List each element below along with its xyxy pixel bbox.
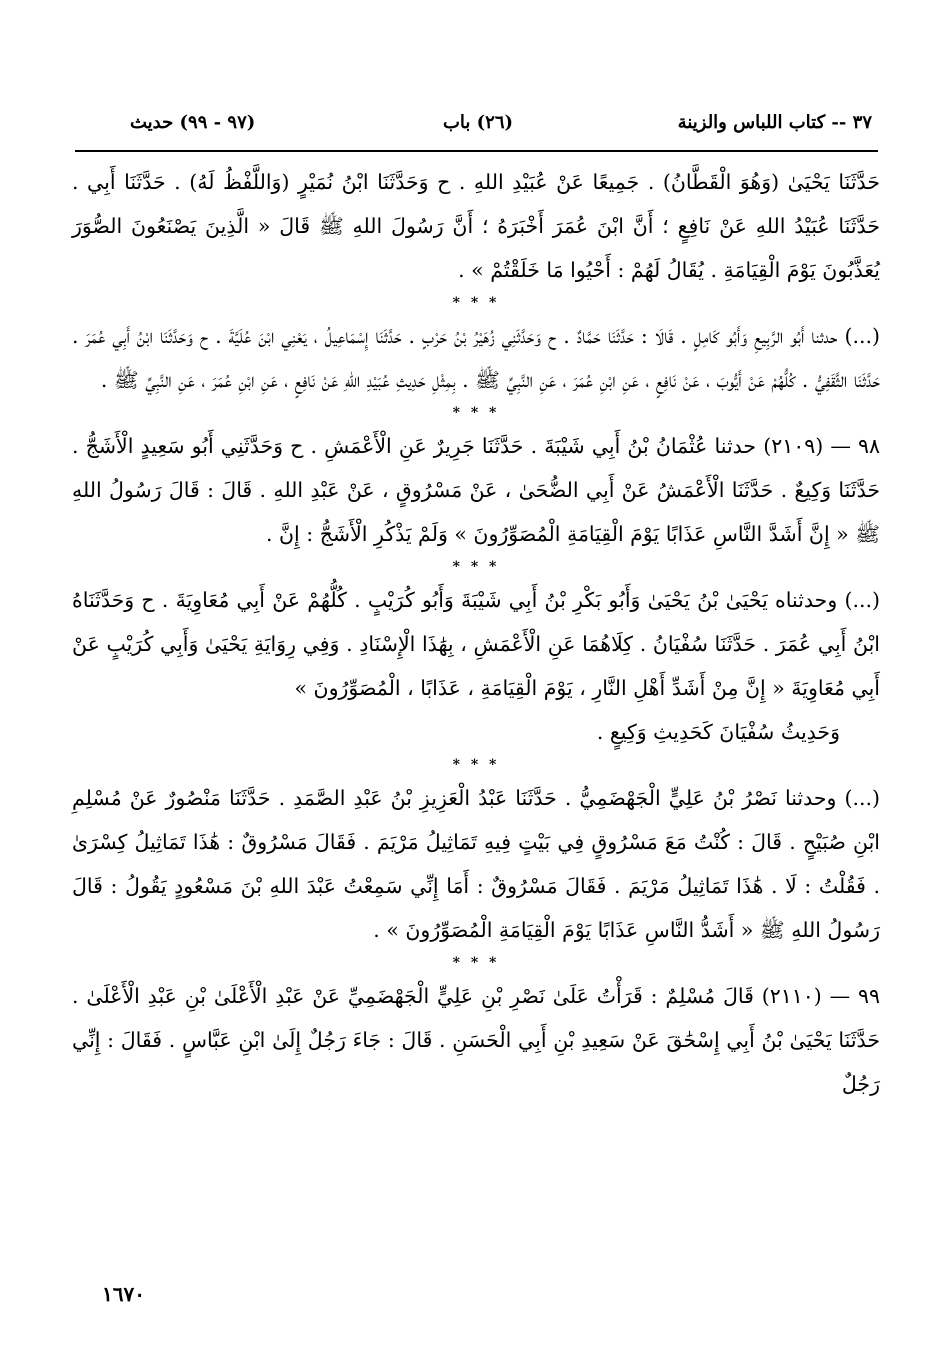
separator: * * * [452,757,500,773]
hadith-paragraph-end: وَحَدِيثُ سُفْيَانَ كَحَدِيثِ وَكِيعٍ . [596,720,840,744]
book-title: ٣٧ -- كتاب اللباس والزينة [677,112,872,133]
hadith-paragraph: ٩٩ — (٢١١٠) قَالَ مُسْلِمٌ : قَرَأْتُ عَلَىٰ نَصْرِ بْنِ عَلِيٍّ الْجَهْضَمِيِّ عَنْ عَبْدِ الْأَعْلَىٰ بْنِ عَبْدِ الْأَعْلَىٰ . حَدَّثَنَا يَحْيَىٰ بْنُ أَبِي إِسْحَٰقَ عَنْ سَعِيدِ بْنِ أَبِي الْحَسَنِ . قَالَ : جَاءَ رَجُلٌ إِلَىٰ ابْنِ عَبَّاسٍ . فَقَالَ : إِنِّي رَجُلٌ [72,984,881,1096]
hadith-paragraph: (...) وحدثناه يَحْيَىٰ بْنُ يَحْيَىٰ وَأَبُو بَكْرِ بْنُ أَبِي شَيْبَةَ وَأَبُو كُرَيْبٍ . كُلُّهُمْ عَنْ أَبِي مُعَاوِيَةَ . ح وَحَدَّثَنَاهُ ابْنُ أَبِي عُمَرَ . حَدَّثَنَا سُفْيَانُ . كِلَاهُمَا عَنِ الْأَعْمَشِ ، بِهَٰذَا الْإِسْنَادِ . وَفِي رِوَايَةِ يَحْيَىٰ وَأَبِي كُرَيْبٍ عَنْ أَبِي مُعَاوِيَةَ « إِنَّ مِنْ أَشَدِّ أَهْلِ النَّارِ ، يَوْمَ الْقِيَامَةِ ، عَذَابًا ، الْمُصَوِّرُونَ » [72,588,880,700]
page-body [72,160,880,1106]
hadith-paragraph: (...) حدثنا أَبُو الرَّبِيعِ وَأَبُو كَامِلٍ . قَالَا : حَدَّثَنَا حَمَّادٌ . ح وَحَدَّثَنِي زُهَيْرُ بْنُ حَرْبٍ . حَدَّثَنَا إِسْمَاعِيلُ ، يَعْنِي ابْنَ عُلَيَّةَ . ح وَحَدَّثَنَا ابْنُ أَبِي عُمَرَ . حَدَّثَنَا الثَّقَفِيُّ . كُلُّهُمْ عَنْ أَيُّوبَ ، عَنْ نَافِعٍ ، عَنِ ابْنِ عُمَرَ ، عَنِ النَّبِيِّ ﷺ . بِمِثْلِ حَدِيثِ عُبَيْدِ اللهِ عَنْ نَافِعٍ ، عَنِ ابْنِ عُمَرَ ، عَنِ النَّبِيِّ ﷺ . [72,324,880,392]
separator: * * * [452,295,500,311]
separator: * * * [452,405,500,421]
hadith-paragraph: حَدَّثَنَا يَحْيَىٰ (وَهُوَ الْقَطَّانُ) . جَمِيعًا عَنْ عُبَيْدِ اللهِ . ح وَحَدَّثَنَا ابْنُ نُمَيْرٍ (وَاللَّفْظُ لَهُ) . حَدَّثَنَا أَبِي . حَدَّثَنَا عُبَيْدُ اللهِ عَنْ نَافِعٍ ؛ أَنَّ ابْنَ عُمَرَ أَخْبَرَهُ ؛ أَنَّ رَسُولَ اللهِ ﷺ قَالَ « الَّذِينَ يَصْنَعُونَ الصُّوَرَ يُعَذَّبُونَ يَوْمَ الْقِيَامَةِ . يُقَالُ لَهُمْ : أَحْيُوا مَا خَلَقْتُمْ » . [72,170,880,282]
page-number: ١٦٧٠ [102,1282,145,1306]
running-head [78,106,878,146]
chapter-label: (٢٦) باب [442,112,514,133]
hadith-paragraph: (...) وحدثنا نَصْرُ بْنُ عَلِيٍّ الْجَهْضَمِيُّ . حَدَّثَنَا عَبْدُ الْعَزِيزِ بْنُ عَبْدِ الصَّمَدِ . حَدَّثَنَا مَنْصُورٌ عَنْ مُسْلِمِ ابْنِ صُبَيْحٍ . قَالَ : كُنْتُ مَعَ مَسْرُوقٍ فِي بَيْتٍ فِيهِ تَمَاثِيلُ مَرْيَمَ . فَقَالَ مَسْرُوقٌ : هَٰذَا تَمَاثِيلُ كِسْرَىٰ . فَقُلْتُ : لَا . هَٰذَا تَمَاثِيلُ مَرْيَمَ . فَقَالَ مَسْرُوقٌ : أَمَا إِنِّي سَمِعْتُ عَبْدَ اللهِ بْنَ مَسْعُودٍ يَقُولُ : قَالَ رَسُولُ اللهِ ﷺ « أَشَدُّ النَّاسِ عَذَابًا يَوْمَ الْقِيَامَةِ الْمُصَوِّرُونَ » . [72,786,881,942]
header-rule [75,150,878,152]
hadith-paragraph: ٩٨ — (٢١٠٩) حدثنا عُثْمَانُ بْنُ أَبِي شَيْبَةَ . حَدَّثَنَا جَرِيرٌ عَنِ الْأَعْمَشِ . ح وَحَدَّثَنِي أَبُو سَعِيدٍ الْأَشَجُّ . حَدَّثَنَا وَكِيعٌ . حَدَّثَنَا الْأَعْمَشُ عَنْ أَبِي الضُّحَىٰ ، عَنْ مَسْرُوقٍ ، عَنْ عَبْدِ اللهِ . قَالَ : قَالَ رَسُولُ اللهِ ﷺ « إِنَّ أَشَدَّ النَّاسِ عَذَابًا يَوْمَ الْقِيَامَةِ الْمُصَوِّرُونَ » وَلَمْ يَذْكُرِ الْأَشَجُّ : إِنَّ . [72,434,880,546]
hadith-range: (٩٧ - ٩٩) حديث [130,112,256,133]
separator: * * * [452,955,500,971]
separator: * * * [452,559,500,575]
